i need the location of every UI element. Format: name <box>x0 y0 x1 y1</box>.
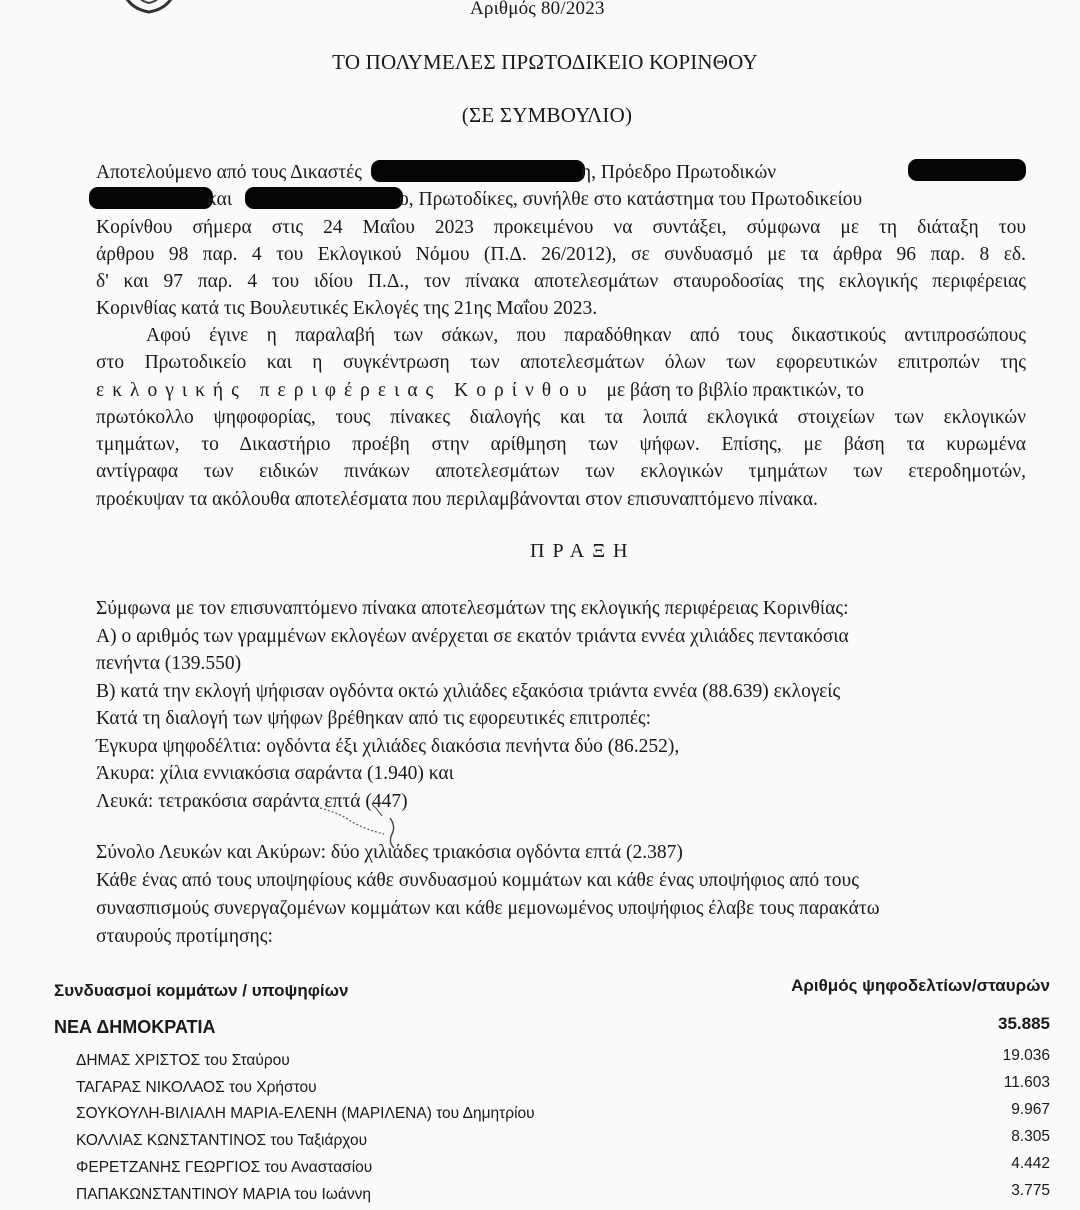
candidate-name: ΚΟΛΛΙΑΣ ΚΩΝΣΤΑΝΤΙΝΟΣ του Ταξιάρχου <box>76 1132 368 1149</box>
intro-text: Κορινθίας κατά τις Βουλευτικές Εκλογές της 21ης Μαΐου 2023. <box>96 298 598 320</box>
results-text: Λευκά: τετρακόσια σαράντα επτά (447) <box>96 790 408 812</box>
party-total: 35.885 <box>998 1014 1050 1033</box>
table-header-left: Συνδυασμοί κομμάτων / υποψηφίων <box>54 981 349 1000</box>
results-text: σταυρούς προτίμησης: <box>96 926 273 947</box>
results-text: Άκυρα: χίλια εννιακόσια σαράντα (1.940) και <box>96 763 454 784</box>
act-heading: ΠΡΑΞΗ <box>530 540 636 562</box>
candidate-name: ΤΑΓΑΡΑΣ ΝΙΚΟΛΑΟΣ του Χρήστου <box>76 1079 317 1096</box>
party-name: ΝΕΑ ΔΗΜΟΚΡΑΤΙΑ <box>54 1017 216 1037</box>
court-title: ΤΟ ΠΟΛΥΜΕΛΕΣ ΠΡΩΤΟΔΙΚΕΙΟ ΚΟΡΙΝΘΟΥ <box>332 50 758 74</box>
results-text: Σύνολο Λευκών και Ακύρων: δύο χιλιάδες τριακόσια ογδόντα επτά (2.387) <box>96 842 683 863</box>
body-text: Αφού έγινε η παραλαβή των σάκων, που παραδόθηκαν από τους δικαστικούς αντιπροσώπους <box>146 325 1026 346</box>
intro-paragraph <box>96 159 1026 323</box>
redaction-bar <box>89 187 213 209</box>
greek-coat-of-arms-icon <box>118 0 180 16</box>
results-text: πενήντα (139.550) <box>96 653 242 674</box>
body-text: αντίγραφα των ειδικών πινάκων αποτελεσμάτων των εκλογικών τμημάτων των ετεροδημοτών, <box>96 461 1026 483</box>
intro-text: Κορίνθου σήμερα στις 24 Μαΐου 2023 προκειμένου να συντάξει, σύμφωνα με τη διάταξη του <box>96 216 1026 238</box>
redaction-bar <box>908 159 1026 181</box>
collection-paragraph <box>96 322 1026 513</box>
candidate-name: ΣΟΥΚΟΥΛΗ-ΒΙΛΙΑΛΗ ΜΑΡΙΑ-ΕΛΕΝΗ (ΜΑΡΙΛΕΝΑ) του Δημητρίου <box>76 1105 535 1122</box>
intro-text: ο, Πρωτοδίκες, συνήλθε στο κατάστημα του Πρωτοδικείου <box>399 189 863 211</box>
candidate-votes: 8.305 <box>1011 1128 1050 1145</box>
results-text: Κάθε ένας από τους υποψηφίους κάθε συνδυασμού κομμάτων και κάθε ένας υποψήφιος από τους <box>96 870 859 891</box>
body-text: προέκυψαν τα ακόλουθα αποτελέσματα που περιλαμβάνονται στον επισυναπτόμενο πίνακα. <box>96 488 818 510</box>
candidate-votes: 4.442 <box>1011 1155 1050 1172</box>
intro-text: Αποτελούμενο από τους Δικαστές <box>96 162 363 183</box>
results-block-2 <box>96 839 1026 951</box>
intro-text: δ' και 97 παρ. 4 του ιδίου Π.Δ., τον πίνακα αποτελεσμάτων σταυροδοσίας της εκλογικής περιφέρειας <box>96 271 1026 293</box>
decision-number: Αριθμός 80/2023 <box>470 0 605 19</box>
results-block <box>96 595 1026 815</box>
intro-text: η, Πρόεδρο Πρωτοδικών <box>580 162 777 183</box>
results-text: Β) κατά την εκλογή ψήφισαν ογδόντα οκτώ χιλιάδες εξακόσια τριάντα εννέα (88.639) εκλογείς <box>96 680 841 702</box>
candidate-votes: 19.036 <box>1002 1047 1050 1064</box>
candidate-name: ΦΕΡΕΤΖΑΝΗΣ ΓΕΩΡΓΙΟΣ του Αναστασίου <box>76 1159 373 1176</box>
redaction-bar <box>245 187 403 209</box>
body-text: στο Πρωτοδικείο και η συγκέντρωση των αποτελεσμάτων όλων των εφορευτικών επιτροπών της <box>96 352 1026 374</box>
body-text: με βάση το βιβλίο πρακτικών, το <box>606 379 864 401</box>
candidate-votes: 3.775 <box>1011 1182 1050 1199</box>
body-text: τμημάτων, το Δικαστήριο προέβη στην αρίθμηση των ψήφων. Επίσης, με βάση τα κυρωμένα <box>96 434 1026 456</box>
body-text: εκλογικής περιφέρειας Κορίνθου <box>96 379 595 401</box>
redaction-bar <box>371 160 585 182</box>
intro-text: και <box>207 189 233 211</box>
intro-text: άρθρου 98 παρ. 4 του Εκλογικού Νόμου (Π.Δ. 26/2012), σε συνδυασμό με τα άρθρα 96 παρ. 8 εδ. <box>96 243 1026 265</box>
results-text: συνασπισμούς συνεργαζομένων κομμάτων και κάθε μεμονωμένος υποψήφιος έλαβε τους παρακάτω <box>96 898 880 919</box>
table-header-right: Αριθμός ψηφοδελτίων/σταυρών <box>791 976 1050 995</box>
results-text: Α) ο αριθμός των γραμμένων εκλογέων ανέρχεται σε εκατόν τριάντα εννέα χιλιάδες πεντακόσια <box>96 625 849 647</box>
results-text: Έγκυρα ψηφοδέλτια: ογδόντα έξι χιλιάδες διακόσια πενήντα δύο (86.252), <box>96 735 680 757</box>
body-text: πρωτόκολλο ψηφοφορίας, τους πίνακες διαλογής και τα λοιπά εκλογικά στοιχείων των εκλογικών <box>96 406 1026 428</box>
session-subtitle: (ΣΕ ΣΥΜΒΟΥΛΙΟ) <box>461 103 633 127</box>
candidate-votes: 9.967 <box>1011 1101 1050 1118</box>
results-text: Σύμφωνα με τον επισυναπτόμενο πίνακα αποτελεσμάτων της εκλογικής περιφέρειας Κορινθίας: <box>96 598 849 619</box>
candidate-name: ΔΗΜΑΣ ΧΡΙΣΤΟΣ του Σταύρου <box>76 1052 290 1069</box>
results-text: Κατά τη διαλογή των ψήφων βρέθηκαν από τις εφορευτικές επιτροπές: <box>96 708 652 729</box>
candidate-name: ΠΑΠΑΚΩΝΣΤΑΝΤΙΝΟΥ ΜΑΡΙΑ του Ιωάννη <box>76 1186 371 1203</box>
candidate-votes: 11.603 <box>1003 1074 1050 1091</box>
